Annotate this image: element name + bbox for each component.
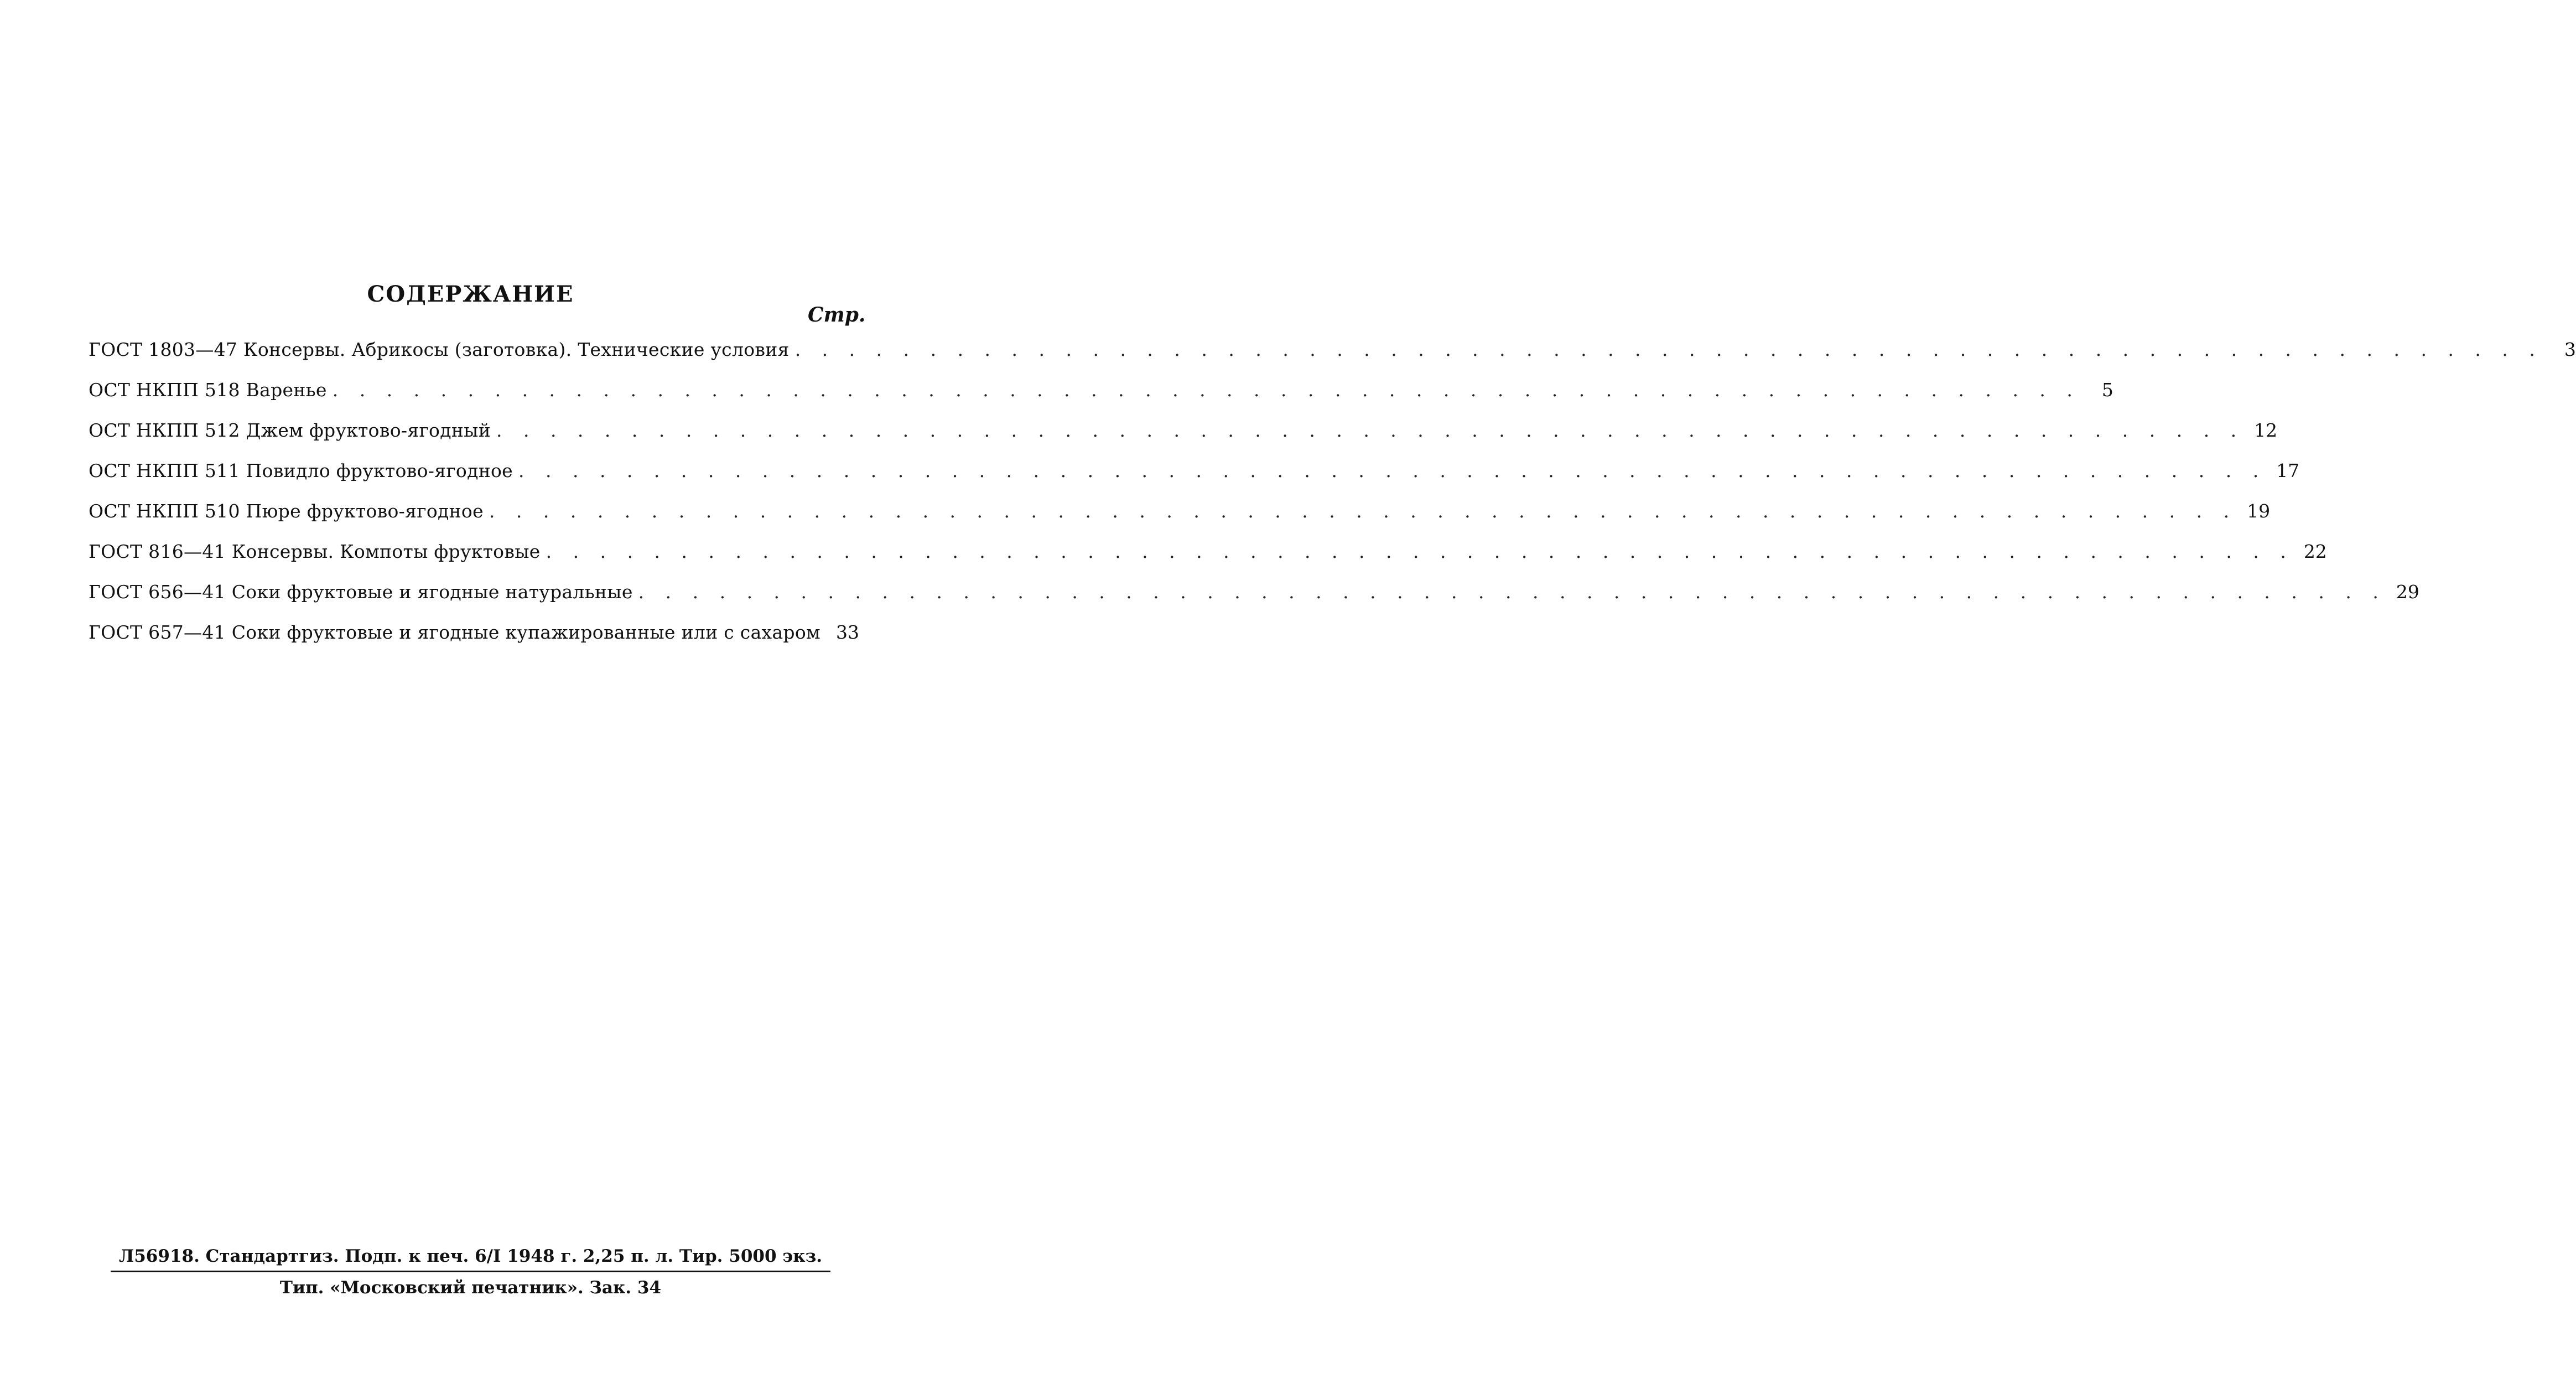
entry-page-number: 17 [2276, 460, 2300, 481]
imprint-printer-line: Тип. «Московский печатник». Зак. 34 [279, 1278, 662, 1298]
contents-entry [89, 621, 859, 662]
imprint [111, 1246, 830, 1298]
contents-entry [89, 581, 2419, 621]
contents-entry [89, 541, 2327, 581]
contents-list [89, 339, 2576, 662]
entry-title: ГОСТ 656—41 Соки фруктовые и ягодные натуральные [89, 581, 633, 603]
entry-page-number: 29 [2396, 581, 2419, 603]
entry-page-number: 12 [2254, 419, 2278, 441]
dot-leader [489, 500, 2237, 522]
entry-title: ГОСТ 657—41 Соки фруктовые и ягодные купажированные или с сахаром [89, 621, 820, 643]
entry-title: ГОСТ 1803—47 Консервы. Абрикосы (заготовка). Технические условия [89, 339, 790, 360]
entry-title: ОСТ НКПП 510 Пюре фруктово-ягодное [89, 500, 484, 522]
dot-leader [518, 460, 2266, 481]
dot-leader [333, 379, 2080, 401]
entry-page-number: 33 [835, 621, 859, 643]
contents-entry [89, 419, 2278, 460]
dot-leader [795, 339, 2543, 360]
entry-title: ГОСТ 816—41 Консервы. Компоты фруктовые [89, 541, 541, 562]
contents-entry [89, 379, 2113, 419]
contents-entry [89, 339, 2576, 379]
dot-leader [546, 541, 2294, 562]
contents-entry [89, 460, 2300, 500]
page-column-label: Стр. [808, 303, 866, 327]
entry-title: ОСТ НКПП 512 Джем фруктово-ягодный [89, 419, 491, 441]
entry-page-number: 22 [2303, 541, 2327, 562]
entry-page-number: 5 [2101, 379, 2113, 401]
entry-title: ОСТ НКПП 518 Варенье [89, 379, 327, 401]
dot-leader [638, 581, 2386, 603]
entry-page-number: 3 [2564, 339, 2576, 360]
imprint-publication-line: Л56918. Стандартгиз. Подп. к печ. 6/I 1948 г. 2,25 п. л. Тир. 5000 экз. [111, 1246, 830, 1272]
dot-leader [496, 419, 2244, 441]
contents-title: СОДЕРЖАНИЕ [367, 281, 574, 307]
contents-entry [89, 500, 2271, 541]
entry-title: ОСТ НКПП 511 Повидло фруктово-ягодное [89, 460, 513, 481]
entry-page-number: 19 [2247, 500, 2271, 522]
